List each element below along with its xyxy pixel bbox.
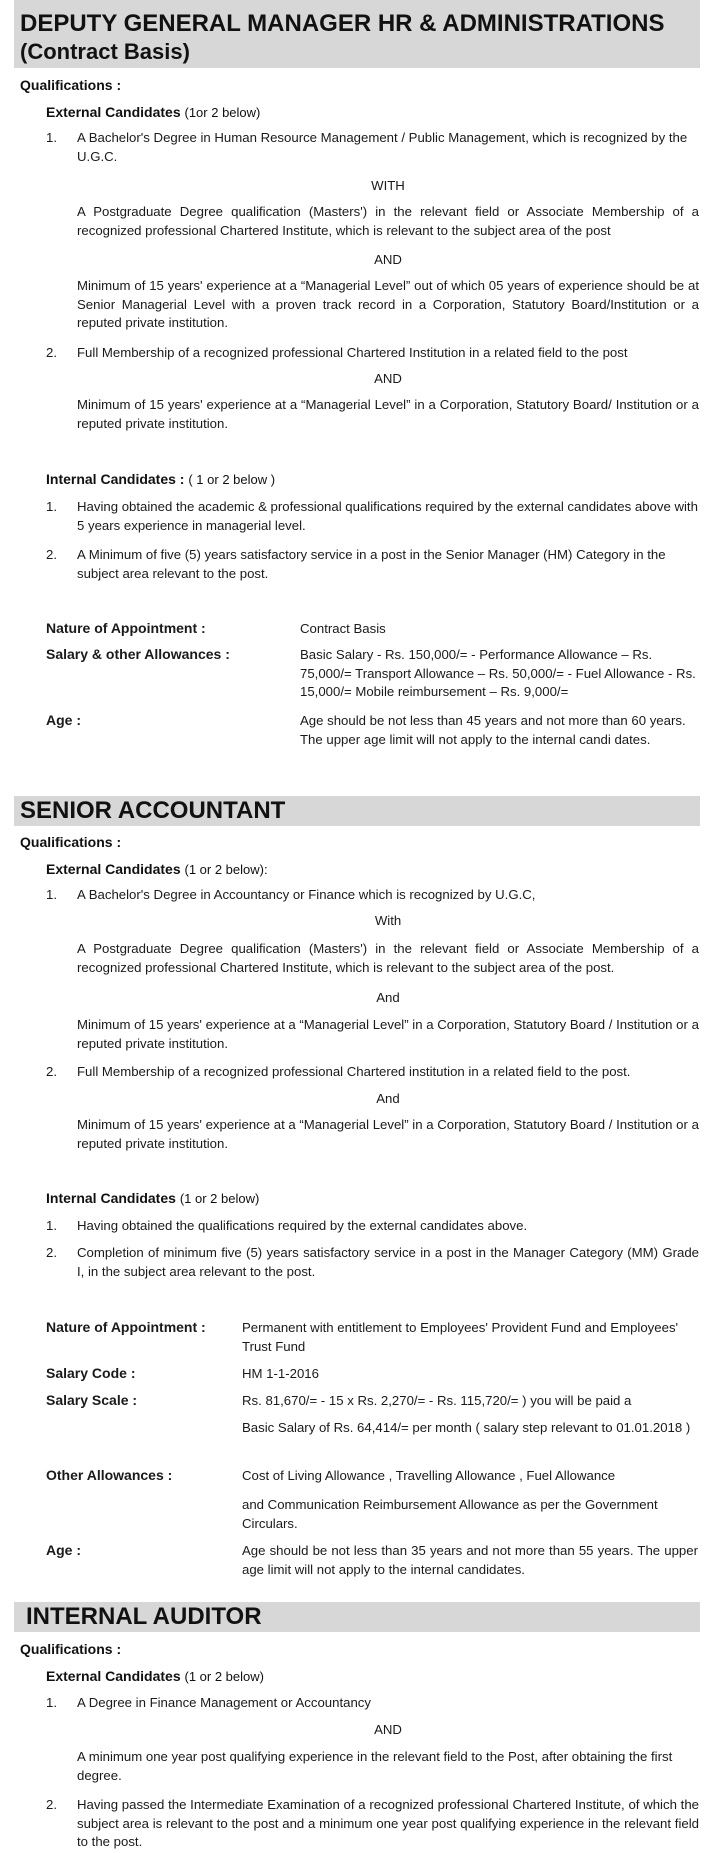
sa-ext-2-exp: Minimum of 15 years' experience at a “Managerial Level” in a Corporation, Statutory Board / Institution or a reputed private institution.: [77, 1117, 699, 1151]
sa-scale-value: Rs. 81,670/= - 15 x Rs. 2,270/= - Rs. 115,720/= ) you will be paid a: [242, 1393, 632, 1408]
ia-ext-1-number: 1.: [46, 1695, 57, 1710]
sa-title: SENIOR ACCOUNTANT: [20, 797, 286, 824]
sa-nature-value: Permanent with entitlement to Employees' Provident Fund and Employees' Trust Fund: [242, 1320, 679, 1354]
dgm-subtitle: (Contract Basis): [20, 39, 190, 64]
sa-scale-label: Salary Scale :: [46, 1392, 138, 1408]
dgm-age-label: Age :: [46, 712, 81, 728]
dgm-int-2-number: 2.: [46, 547, 57, 562]
sa-age-label: Age :: [46, 1542, 81, 1558]
dgm-and-1: AND: [374, 252, 402, 267]
sa-age-value: Age should be not less than 35 years and not more than 55 years. The upper age limit will not apply to the internal candidates.: [242, 1543, 698, 1577]
ia-ext-2-text: Having passed the Intermediate Examination of a recognized professional Chartered Institute, of which the subject area is relevant to the post and a minimum one year post qualifying experience in the relevant field to the post.: [77, 1797, 699, 1849]
ia-external-note: (1 or 2 below): [184, 1669, 264, 1684]
sa-ext-1-exp: Minimum of 15 years' experience at a “Managerial Level” in a Corporation, Statutory Board / Institution or a reputed private institution.: [77, 1017, 699, 1051]
sa-int-2-number: 2.: [46, 1245, 57, 1260]
dgm-with: WITH: [371, 178, 405, 193]
sa-ext-2-number: 2.: [46, 1064, 57, 1079]
dgm-external-label: External Candidates: [46, 104, 181, 120]
sa-and-2: And: [376, 1091, 400, 1106]
ia-and-1: AND: [374, 1722, 402, 1737]
dgm-ext-2-text: Full Membership of a recognized professional Chartered Institution in a related field to the post: [77, 345, 628, 360]
ia-external-label: External Candidates: [46, 1668, 181, 1684]
dgm-ext-1-number: 1.: [46, 130, 57, 145]
dgm-ext-1-text: A Bachelor's Degree in Human Resource Management / Public Management, which is recognized by the U.G.C.: [77, 130, 688, 164]
dgm-and-2: AND: [374, 371, 402, 386]
sa-code-label: Salary Code :: [46, 1365, 136, 1381]
sa-external-label: External Candidates: [46, 861, 181, 877]
sa-int-1-text: Having obtained the qualifications required by the external candidates above.: [77, 1218, 528, 1233]
dgm-int-2-text: A Minimum of five (5) years satisfactory service in a post in the Senior Manager (HM) Category in the subject area relevant to the post.: [77, 547, 666, 581]
ia-qualifications-label: Qualifications :: [20, 1641, 122, 1657]
ia-ext-1-text: A Degree in Finance Management or Accountancy: [77, 1695, 371, 1710]
sa-internal-label: Internal Candidates: [46, 1190, 176, 1206]
sa-with: With: [374, 913, 402, 928]
dgm-int-1-text: Having obtained the academic & professional qualifications required by the external candidates above with 5 years experience in managerial level.: [77, 499, 698, 533]
dgm-nature-value: Contract Basis: [300, 621, 386, 636]
sa-internal-heading: [46, 1189, 259, 1209]
dgm-age-value: Age should be not less than 45 years and not more than 60 years. The upper age limit will not apply to the internal candi dates.: [300, 713, 686, 747]
sa-ext-1-number: 1.: [46, 887, 57, 902]
sa-ext-1-pg: A Postgraduate Degree qualification (Masters') in the relevant field or Associate Membership of a recognized professional Chartered Institute, which is relevant to the subject area of the post.: [77, 941, 699, 975]
dgm-ext-2-exp: Minimum of 15 years' experience at a “Managerial Level” in a Corporation, Statutory Board/ Institution or a reputed private institution.: [77, 397, 699, 431]
dgm-salary-value: Basic Salary - Rs. 150,000/= - Performance Allowance – Rs. 75,000/= Transport Allowance – Rs. 50,000/= - Fuel Allowance - Rs. 15,000/= Mobile reimbursement – Rs. 9,000/=: [300, 647, 696, 699]
sa-internal-note: (1 or 2 below): [179, 1191, 260, 1206]
ia-external-heading: [46, 1667, 264, 1687]
dgm-nature-label: Nature of Appointment :: [46, 620, 206, 636]
dgm-ext-1-pg: A Postgraduate Degree qualification (Masters') in the relevant field or Associate Membership of a recognized professional Chartered Institute, which is relevant to the subject area of the post: [77, 204, 699, 238]
sa-other-value: Cost of Living Allowance , Travelling Allowance , Fuel Allowance: [242, 1468, 616, 1483]
dgm-internal-label: Internal Candidates :: [46, 471, 185, 487]
dgm-ext-1-exp: Minimum of 15 years' experience at a “Managerial Level” out of which 05 years of experience should be at Senior Managerial Level with a proven track record in a Corporation, Statutory Board/Institution or a reputed private institution.: [77, 278, 699, 330]
sa-scale-value-2: Basic Salary of Rs. 64,414/= per month ( salary step relevant to 01.01.2018 ): [242, 1420, 691, 1435]
sa-qualifications-label: Qualifications :: [20, 834, 122, 850]
sa-external-note: (1 or 2 below):: [184, 862, 268, 877]
ia-title: INTERNAL AUDITOR: [26, 1603, 262, 1630]
dgm-ext-2-number: 2.: [46, 345, 57, 360]
sa-nature-label: Nature of Appointment :: [46, 1319, 206, 1335]
dgm-title: DEPUTY GENERAL MANAGER HR & ADMINISTRATIONS: [20, 10, 665, 37]
sa-ext-2-text: Full Membership of a recognized professional Chartered institution in a related field to the post.: [77, 1064, 631, 1079]
dgm-external-heading: [46, 103, 260, 123]
dgm-salary-label: Salary & other Allowances :: [46, 646, 230, 662]
sa-other-label: Other Allowances :: [46, 1467, 173, 1483]
dgm-internal-note: ( 1 or 2 below ): [188, 472, 276, 487]
ia-ext-2-number: 2.: [46, 1797, 57, 1812]
sa-code-value: HM 1-1-2016: [242, 1366, 319, 1381]
sa-ext-1-text: A Bachelor's Degree in Accountancy or Finance which is recognized by U.G.C,: [77, 887, 536, 902]
dgm-external-note: (1or 2 below): [184, 105, 261, 120]
sa-external-heading: [46, 860, 268, 880]
sa-int-1-number: 1.: [46, 1218, 57, 1233]
sa-other-value-2: and Communication Reimbursement Allowance as per the Government Circulars.: [242, 1497, 658, 1531]
sa-int-2-text: Completion of minimum five (5) years satisfactory service in a post in the Manager Category (MM) Grade I, in the subject area relevant to the post.: [77, 1245, 699, 1279]
dgm-internal-heading: [46, 470, 275, 490]
ia-ext-1-exp: A minimum one year post qualifying experience in the relevant field to the Post, after obtaining the first degree.: [77, 1749, 673, 1783]
dgm-int-1-number: 1.: [46, 499, 57, 514]
sa-and-1: And: [376, 990, 400, 1005]
dgm-qualifications-label: Qualifications :: [20, 77, 122, 93]
